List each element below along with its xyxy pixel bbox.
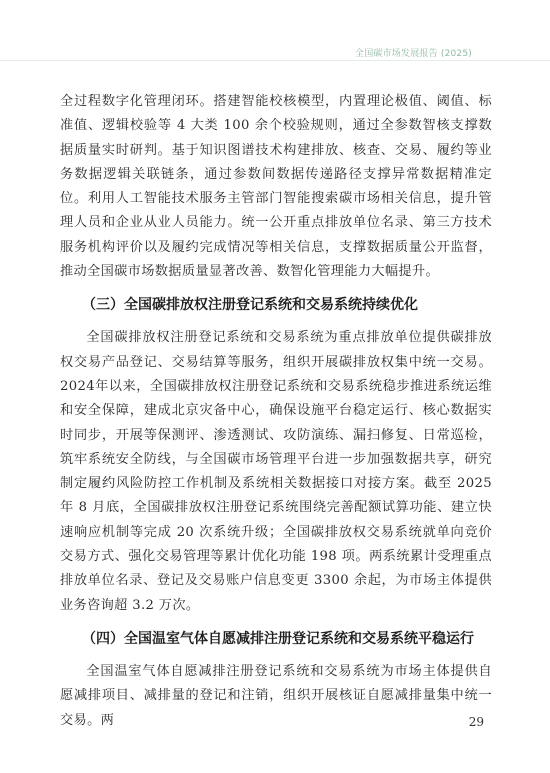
section-heading-3: （三）全国碳排放权注册登记系统和交易系统持续优化 [82, 297, 418, 314]
paragraph-registration-trading: 全国碳排放权注册登记系统和交易系统为重点排放单位提供碳排放权交易产品登记、交易结算等服务，组织开展碳排放权集中统一交易。2024年以来，全国碳排放权注册登记系统和交易系统稳步推进系统运维和安全保障，建成北京灾备中心，确保设施平台稳定运行、核心数据实时同步，开展等保测评、渗透测试、攻防演练、漏扫修复、日常巡检，筑牢系统安全防线，与全国碳市场管理平台进一步加强数据共享，研究制定履约风险防控工作机制及系统相关数据接口对接方案。截至 2025 年 8 月底，全国碳排放权注册登记系统围绕完善配额试算功能、建立快速响应机制等完成 20 次系统升级；全国碳排放权交易系统就单向竞价交易方式、强化交易管理等累计优化功能 198 项。两系统累计受理重点排放单位名录、登记及交易账户信息变更 3300 余起，为市场主体提供业务咨询超 3.2 万次。 [60, 330, 492, 613]
page-number: 29 [468, 715, 484, 729]
running-title: 全国碳市场发展报告 (2025) [355, 49, 472, 59]
section-heading-4: （四）全国温室气体自愿减排注册登记系统和交易系统平稳运行 [82, 630, 474, 647]
document-body [60, 90, 492, 733]
header-band [0, 0, 550, 26]
header-divider [0, 60, 550, 61]
paragraph-continuation: 全过程数字化管理闭环。搭建智能校核模型，内置理论极值、阈值、标准值、逻辑校验等 4 大类 100 余个校验规则，通过全参数智核支撑数据质量实时研判。基于知识图谱技术构建排放、核查、交易、履约等业务数据逻辑关联链条，通过参数间数据传递路径支撑异常数据精准定位。利用人工智能技术服务主管部门智能搜索碳市场相关信息，提升管理人员和企业从业人员能力。统一公开重点排放单位名录、第三方技术服务机构评价以及履约完成情况等相关信息，支撑数据质量公开监督，推动全国碳市场数据质量显著改善、数智化管理能力大幅提升。 [60, 94, 492, 280]
paragraph-voluntary-reduction: 全国温室气体自愿减排注册登记系统和交易系统为市场主体提供自愿减排项目、减排量的登记和注销，组织开展核证自愿减排量集中统一交易。两 [60, 663, 492, 728]
